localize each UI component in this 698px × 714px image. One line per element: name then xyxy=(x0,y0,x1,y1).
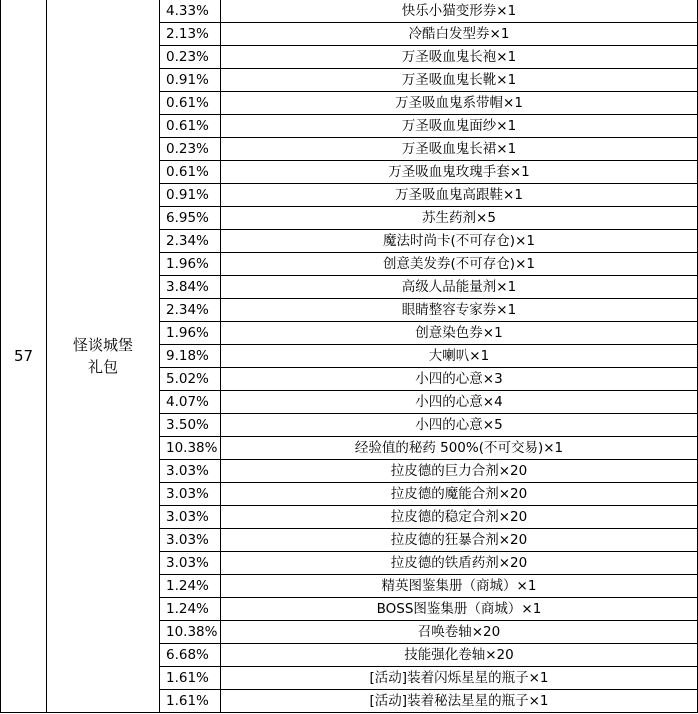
drop-rate-cell: 1.24% xyxy=(160,575,221,598)
item-name-cell: 眼睛整容专家券×1 xyxy=(221,299,698,322)
drop-rate-cell: 3.50% xyxy=(160,414,221,437)
drop-rate-cell: 6.68% xyxy=(160,644,221,667)
item-name-cell: 召唤卷轴×20 xyxy=(221,621,698,644)
item-name-cell: 创意美发券(不可存仓)×1 xyxy=(221,253,698,276)
item-name-cell: 魔法时尚卡(不可存仓)×1 xyxy=(221,230,698,253)
item-name-cell: 拉皮德的魔能合剂×20 xyxy=(221,483,698,506)
item-name-cell: 快乐小猫变形券×1 xyxy=(221,0,698,23)
drop-rate-cell: 0.61% xyxy=(160,92,221,115)
item-name-cell: 苏生药剂×5 xyxy=(221,207,698,230)
item-name-cell: 万圣吸血鬼长裙×1 xyxy=(221,138,698,161)
drop-rate-cell: 2.34% xyxy=(160,299,221,322)
package-name: 怪谈城堡礼包 xyxy=(72,336,133,376)
item-name-cell: 大喇叭×1 xyxy=(221,345,698,368)
drop-rate-cell: 10.38% xyxy=(160,437,221,460)
drop-rate-cell: 0.23% xyxy=(160,46,221,69)
drop-rate-cell: 0.61% xyxy=(160,161,221,184)
item-name-cell: 万圣吸血鬼玫瑰手套×1 xyxy=(221,161,698,184)
drop-rate-cell: 1.61% xyxy=(160,667,221,690)
item-name-cell: 小四的心意×4 xyxy=(221,391,698,414)
drop-rate-cell: 4.07% xyxy=(160,391,221,414)
package-name-cell xyxy=(47,0,160,713)
drop-rate-cell: 1.96% xyxy=(160,253,221,276)
drop-rate-cell: 4.33% xyxy=(160,0,221,23)
drop-rate-cell: 3.84% xyxy=(160,276,221,299)
item-name-cell: 万圣吸血鬼长袍×1 xyxy=(221,46,698,69)
drop-rate-cell: 2.13% xyxy=(160,23,221,46)
drop-rate-cell: 3.03% xyxy=(160,529,221,552)
drop-rate-cell: 3.03% xyxy=(160,483,221,506)
item-name-cell: 经验值的秘药 500%(不可交易)×1 xyxy=(221,437,698,460)
drop-rate-cell: 1.61% xyxy=(160,690,221,713)
item-name-cell: 拉皮德的巨力合剂×20 xyxy=(221,460,698,483)
table-body xyxy=(1,0,698,713)
item-name-cell: 万圣吸血鬼面纱×1 xyxy=(221,115,698,138)
drop-rate-cell: 2.34% xyxy=(160,230,221,253)
drop-rate-cell: 3.03% xyxy=(160,460,221,483)
drop-rate-cell: 3.03% xyxy=(160,506,221,529)
drop-rate-cell: 0.91% xyxy=(160,184,221,207)
drop-rate-cell: 3.03% xyxy=(160,552,221,575)
item-name-cell: 万圣吸血鬼系带帽×1 xyxy=(221,92,698,115)
drop-rate-cell: 10.38% xyxy=(160,621,221,644)
package-number: 57 xyxy=(1,0,47,713)
drop-rate-cell: 0.61% xyxy=(160,115,221,138)
item-name-cell: 高级人品能量剂×1 xyxy=(221,276,698,299)
item-name-cell: 万圣吸血鬼长靴×1 xyxy=(221,69,698,92)
item-name-cell: 冷酷白发型券×1 xyxy=(221,23,698,46)
item-name-cell: [活动]装着闪烁星星的瓶子×1 xyxy=(221,667,698,690)
item-name-cell: 拉皮德的狂暴合剂×20 xyxy=(221,529,698,552)
drop-rate-cell: 5.02% xyxy=(160,368,221,391)
drop-rate-cell: 1.24% xyxy=(160,598,221,621)
drop-rate-cell: 1.96% xyxy=(160,322,221,345)
drop-rate-cell: 6.95% xyxy=(160,207,221,230)
item-name-cell: 万圣吸血鬼高跟鞋×1 xyxy=(221,184,698,207)
drop-rate-cell: 0.23% xyxy=(160,138,221,161)
table-row xyxy=(1,0,698,23)
item-name-cell: [活动]装着秘法星星的瓶子×1 xyxy=(221,690,698,713)
item-name-cell: BOSS图鉴集册（商城）×1 xyxy=(221,598,698,621)
item-name-cell: 拉皮德的铁盾药剂×20 xyxy=(221,552,698,575)
drop-rate-cell: 9.18% xyxy=(160,345,221,368)
item-name-cell: 技能强化卷轴×20 xyxy=(221,644,698,667)
item-name-cell: 创意染色券×1 xyxy=(221,322,698,345)
item-name-cell: 小四的心意×5 xyxy=(221,414,698,437)
drop-rate-cell: 0.91% xyxy=(160,69,221,92)
item-name-cell: 精英图鉴集册（商城）×1 xyxy=(221,575,698,598)
item-name-cell: 拉皮德的稳定合剂×20 xyxy=(221,506,698,529)
item-name-cell: 小四的心意×3 xyxy=(221,368,698,391)
